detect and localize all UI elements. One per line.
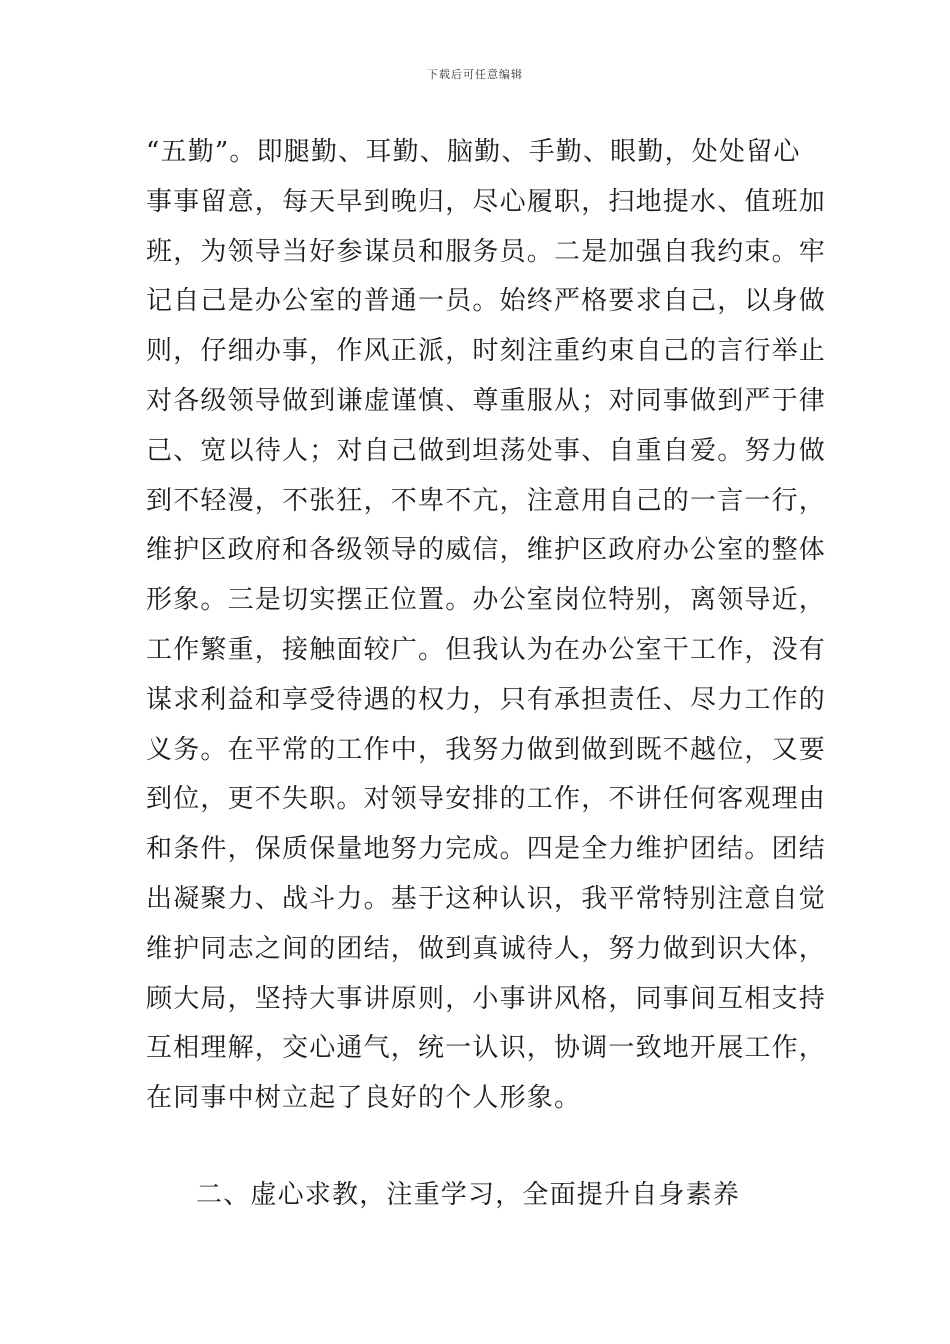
paragraph-line: 在同事中树立起了良好的个人形象。: [146, 1083, 582, 1114]
paragraph-line: 形象。三是切实摆正位置。办公室岗位特别，离领导近，: [146, 585, 827, 616]
page-header-note: 下载后可任意编辑: [427, 68, 523, 81]
paragraph-line: 到位，更不失职。对领导安排的工作，不讲任何客观理由: [146, 784, 827, 815]
paragraph-line: 对各级领导做到谦虚谨慎、尊重服从；对同事做到严于律: [146, 385, 827, 416]
paragraph-line: 义务。在平常的工作中，我努力做到做到既不越位，又要: [146, 734, 827, 765]
paragraph-line: 班，为领导当好参谋员和服务员。二是加强自我约束。牢: [146, 236, 827, 267]
paragraph-line: 出凝聚力、战斗力。基于这种认识，我平常特别注意自觉: [146, 883, 827, 914]
paragraph-line: 顾大局，坚持大事讲原则，小事讲风格，同事间互相支持: [146, 983, 827, 1014]
paragraph-line: 到不轻漫，不张狂，不卑不亢，注意用自己的一言一行，: [146, 485, 827, 516]
paragraph-line: 工作繁重，接触面较广。但我认为在办公室干工作，没有: [146, 634, 827, 665]
paragraph-line: 和条件，保质保量地努力完成。四是全力维护团结。团结: [146, 834, 827, 865]
body-paragraph: [146, 128, 827, 1124]
paragraph-line: 则，仔细办事，作风正派，时刻注重约束自己的言行举止: [146, 336, 827, 367]
paragraph-line: 互相理解，交心通气，统一认识，协调一致地开展工作，: [146, 1033, 827, 1064]
paragraph-line: 记自己是办公室的普通一员。始终严格要求自己，以身做: [146, 286, 827, 317]
paragraph-line: “五勤”。即腿勤、耳勤、脑勤、手勤、眼勤，处处留心: [146, 137, 801, 167]
paragraph-line: 维护同志之间的团结，做到真诚待人，努力做到识大体，: [146, 933, 827, 964]
paragraph-line: 己、宽以待人；对自己做到坦荡处事、自重自爱。努力做: [146, 435, 827, 466]
section-heading: 二、虚心求教，注重学习，全面提升自身素养: [196, 1180, 741, 1210]
paragraph-line: 维护区政府和各级领导的威信，维护区政府办公室的整体: [146, 535, 827, 566]
paragraph-line: 事事留意，每天早到晚归，尽心履职，扫地提水、值班加: [146, 186, 827, 217]
paragraph-line: 谋求利益和享受待遇的权力，只有承担责任、尽力工作的: [146, 684, 827, 715]
